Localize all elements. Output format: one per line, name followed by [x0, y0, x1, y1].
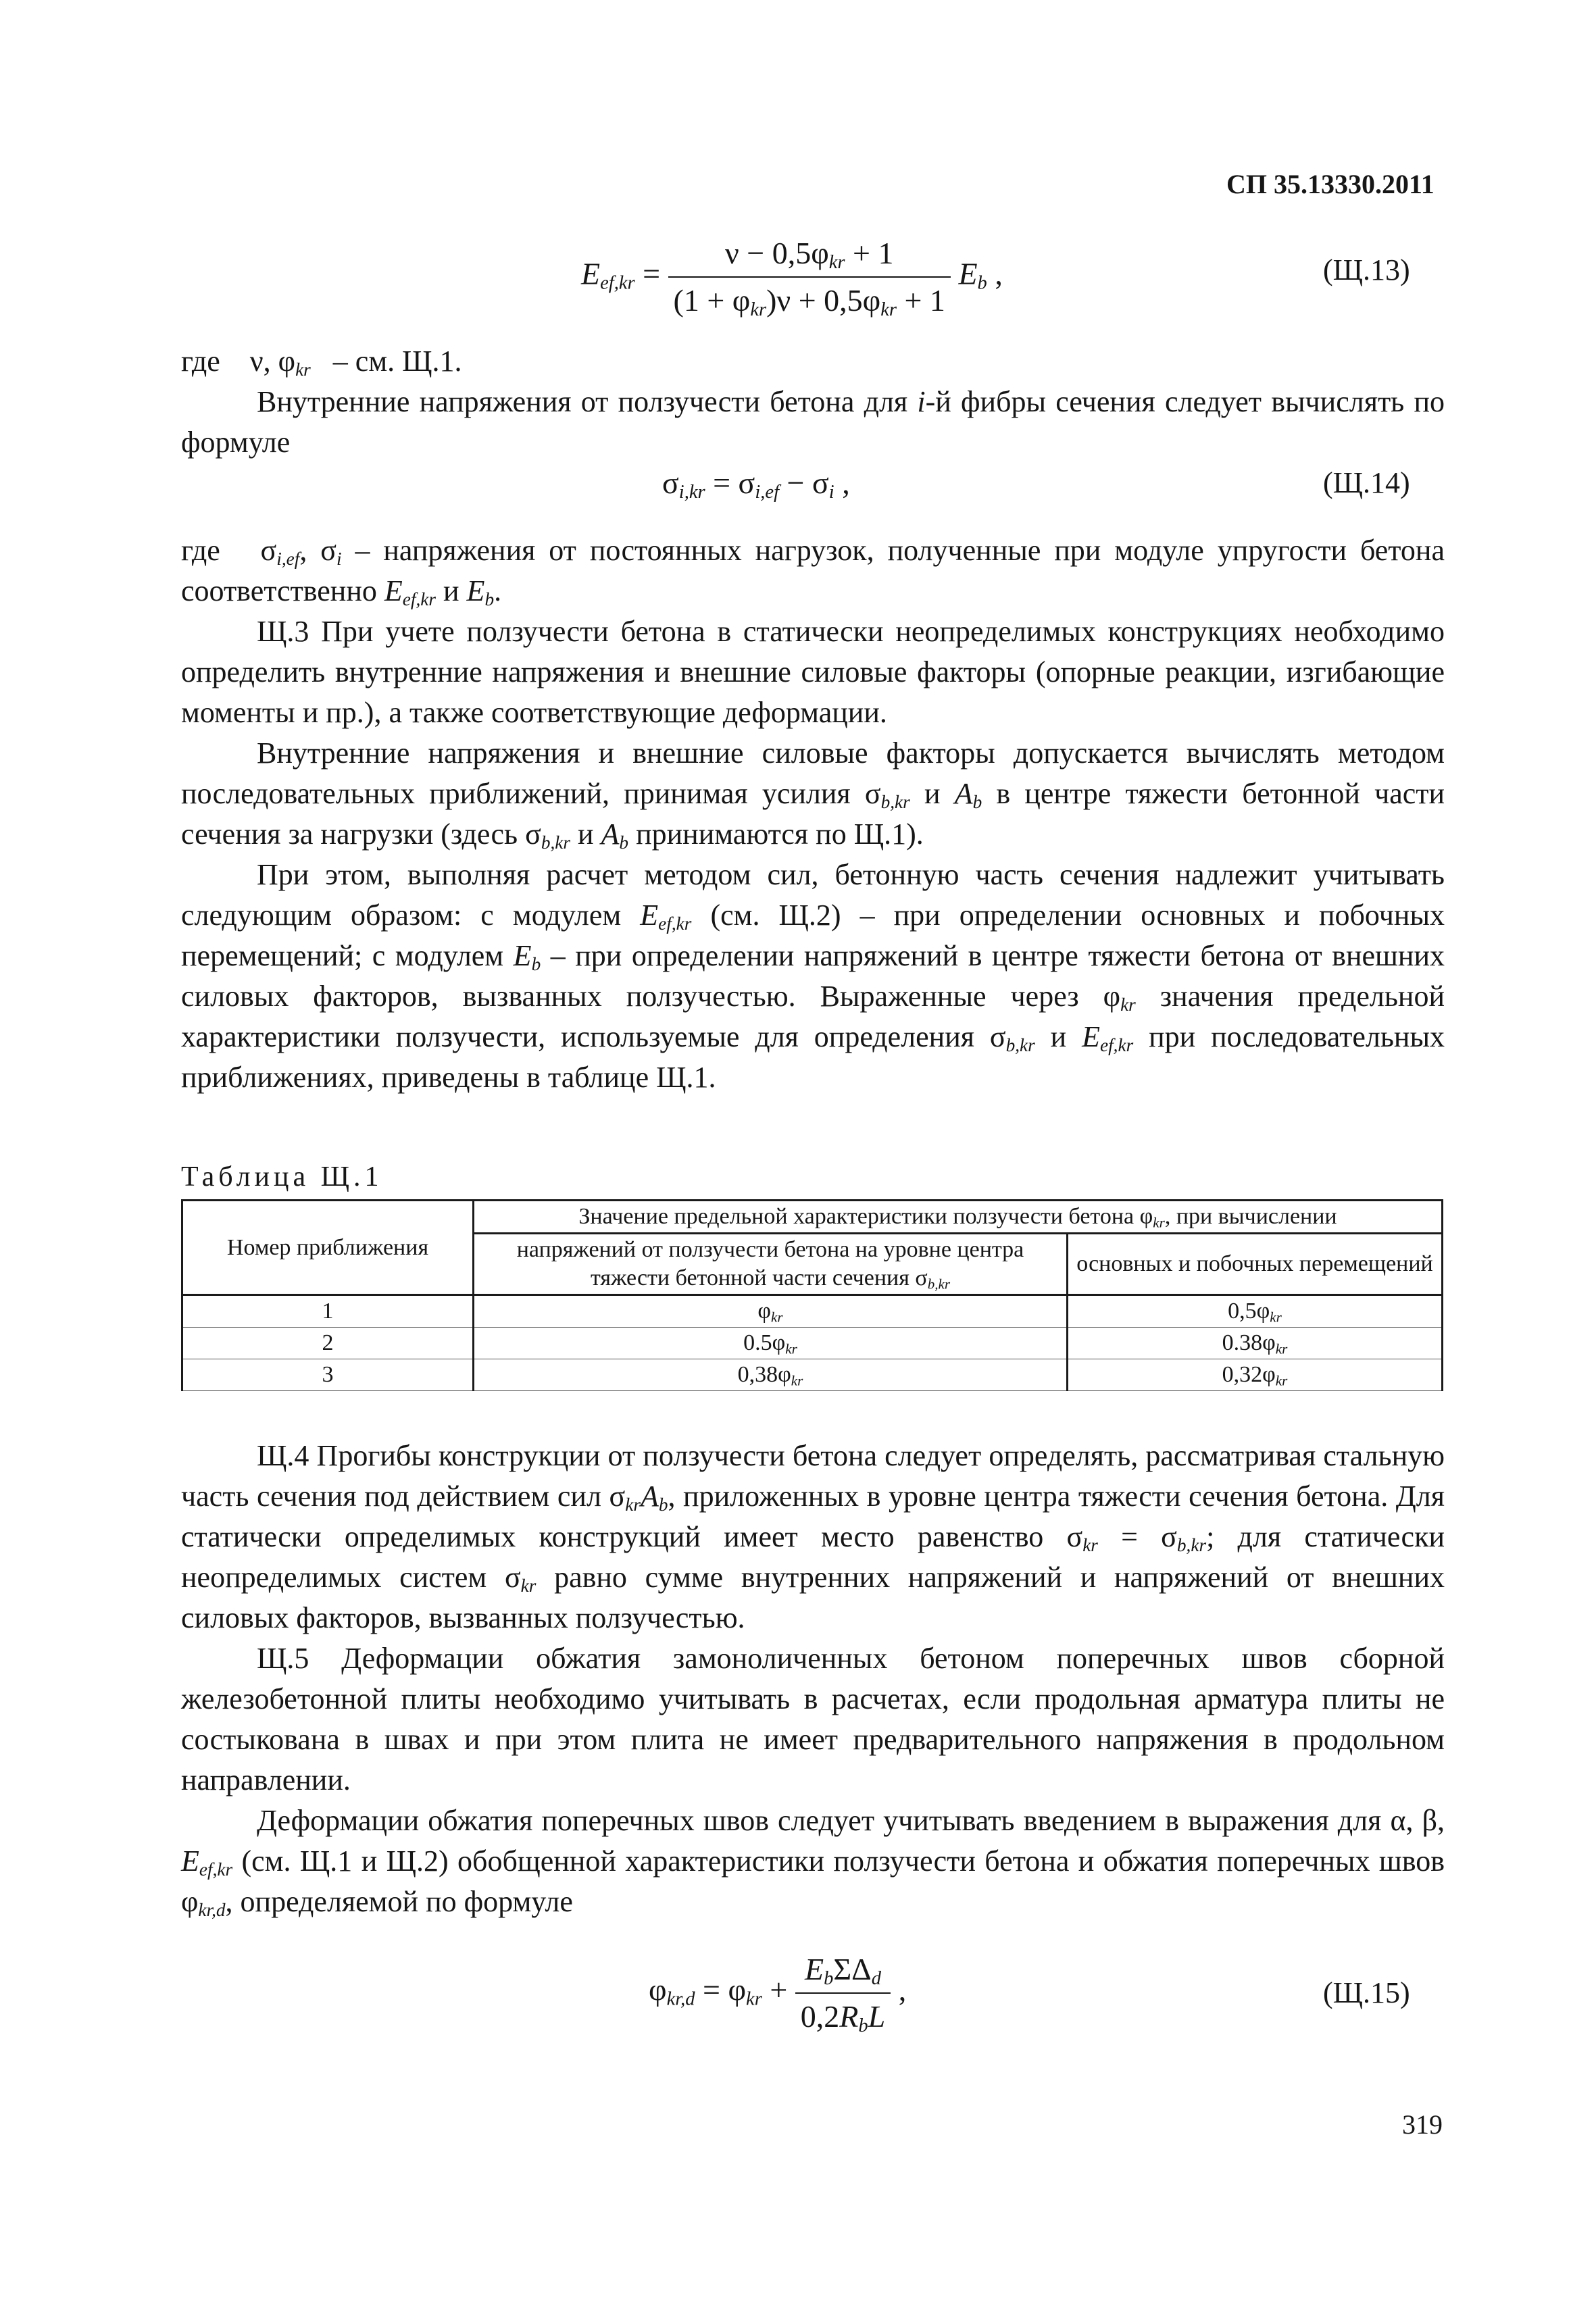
- table-cell-stress: $0,38\varphi_{kr}$: [474, 1359, 1068, 1391]
- formula-sch15: $\varphi_{kr,d} = \varphi_{kr}$ + $\frac{E_b\Sigma\Delta_d}{0,2R_bL}$ ,: [649, 1952, 907, 2037]
- formula-sch14-number: (Щ.14): [1323, 466, 1410, 499]
- paragraph-approximations: Внутренние напряжения и внешние силовые факторы допускается вычислять методом последовательных приближений, принимая усилия $\sigma_{b,kr}$ и $A_b$ в центре тяжести бетонной части сечения за нагрузки (здесь $\sigma_{b,kr}$ и $A_b$ принимаются по Щ.1).: [181, 736, 1445, 853]
- paragraph-seams: Деформации обжатия поперечных швов следует учитывать введением в выражения для α, β, $E_{ef,kr}$ (см. Щ.1 и Щ.2) обобщенной характеристики ползучести бетона и обжатия поперечных швов $\varphi_{kr,d}$, определяемой по формуле: [181, 1804, 1445, 1920]
- paragraph-force-method: При этом, выполняя расчет методом сил, бетонную часть сечения надлежит учитывать следующим образом: с модулем $E_{ef,kr}$ (см. Щ.2) – при определении основных и побочных перемещений; с модулем $E_b$ – при определении напряжений в центре тяжести бетона от внешних силовых факторов, вызванных ползучестью. Выраженные через $\varphi_{kr}$ значения предельной характеристики ползучести, используемые для определения $\sigma_{b,kr}$ и $E_{ef,kr}$ при последовательных приближениях, приведены в таблице Щ.1.: [181, 858, 1445, 1094]
- table-cell-disp: $0.38\varphi_{kr}$: [1068, 1328, 1443, 1359]
- table-sch1: [181, 1199, 1443, 1391]
- table-cell-n: 2: [182, 1328, 474, 1359]
- table-cell-stress: $0.5\varphi_{kr}$: [474, 1328, 1068, 1359]
- formula-sch13-number: (Щ.13): [1323, 253, 1410, 286]
- table-row: [182, 1359, 1443, 1391]
- page-number: 319: [1402, 2109, 1443, 2140]
- table-header-number: Номер приближения: [182, 1201, 474, 1295]
- table-caption: Таблица Щ.1: [181, 1161, 383, 1192]
- paragraph-sch4: Щ.4 Прогибы конструкции от ползучести бетона следует определять, рассматривая стальную часть сечения под действием сил $\sigma_{kr}A_b$, приложенных в уровне центра тяжести сечения бетона. Для статически определимых конструкций имеет место равенство $\sigma_{kr} = \sigma_{b,kr}$; для статически неопределимых систем $\sigma_{kr}$ равно сумме внутренних напряжений и напряжений от внешних силовых факторов, вызванных ползучестью.: [181, 1439, 1445, 1634]
- formula-sch15-number: (Щ.15): [1323, 1976, 1410, 2009]
- table-cell-stress: $\varphi_{kr}$: [474, 1295, 1068, 1328]
- table-cell-disp: $0,32\varphi_{kr}$: [1068, 1359, 1443, 1391]
- table-header-stress: напряжений от ползучести бетона на уровне центра тяжести бетонной части сечения $\sigma_{b,kr}$: [474, 1234, 1068, 1295]
- paragraph-where-stresses: где $\sigma_{i,ef}$, $\sigma_i$ – напряжения от постоянных нагрузок, полученные при модуле упругости бетона соответственно $E_{ef,kr}$ и $E_b$.: [181, 534, 1445, 609]
- table-cell-n: 3: [182, 1359, 474, 1391]
- formula-sch13: $E_{ef,kr}$ = $\frac{\nu - 0,5\varphi_{kr} + 1}{(1 + \varphi_{kr})\nu + 0,5\varphi_{kr} + 1}$ $E_b$ ,: [581, 236, 1003, 321]
- table-header-group: Значение предельной характеристики ползучести бетона $\varphi_{kr}$, при вычислении: [474, 1201, 1443, 1234]
- table-row: [182, 1328, 1443, 1359]
- paragraph-sch3: Щ.3 При учете ползучести бетона в статически неопределимых конструкциях необходимо определить внутренние напряжения и внешние силовые факторы (опорные реакции, изгибающие моменты и пр.), а также соответствующие деформации.: [181, 615, 1445, 729]
- table-cell-n: 1: [182, 1295, 474, 1328]
- table-row: [182, 1295, 1443, 1328]
- where-block-1: где ν, $\varphi_{kr}$ – см. Щ.1.: [181, 345, 462, 380]
- table-cell-disp: $0,5\varphi_{kr}$: [1068, 1295, 1443, 1328]
- standard-code: СП 35.13330.2011: [1226, 169, 1435, 199]
- formula-sch14: $\sigma_{i,kr} = \sigma_{i,ef} - \sigma_i$ ,: [662, 466, 850, 503]
- table-header-displacements: основных и побочных перемещений: [1068, 1234, 1443, 1295]
- paragraph-sch5: Щ.5 Деформации обжатия замоноличенных бетоном поперечных швов сборной железобетонной плиты необходимо учитывать в расчетах, если продольная арматура плиты не состыкована в швах и при этом плита не имеет предварительного напряжения в продольном направлении.: [181, 1642, 1445, 1796]
- paragraph-internal-stress: Внутренние напряжения от ползучести бетона для i-й фибры сечения следует вычислять по формуле: [181, 385, 1445, 459]
